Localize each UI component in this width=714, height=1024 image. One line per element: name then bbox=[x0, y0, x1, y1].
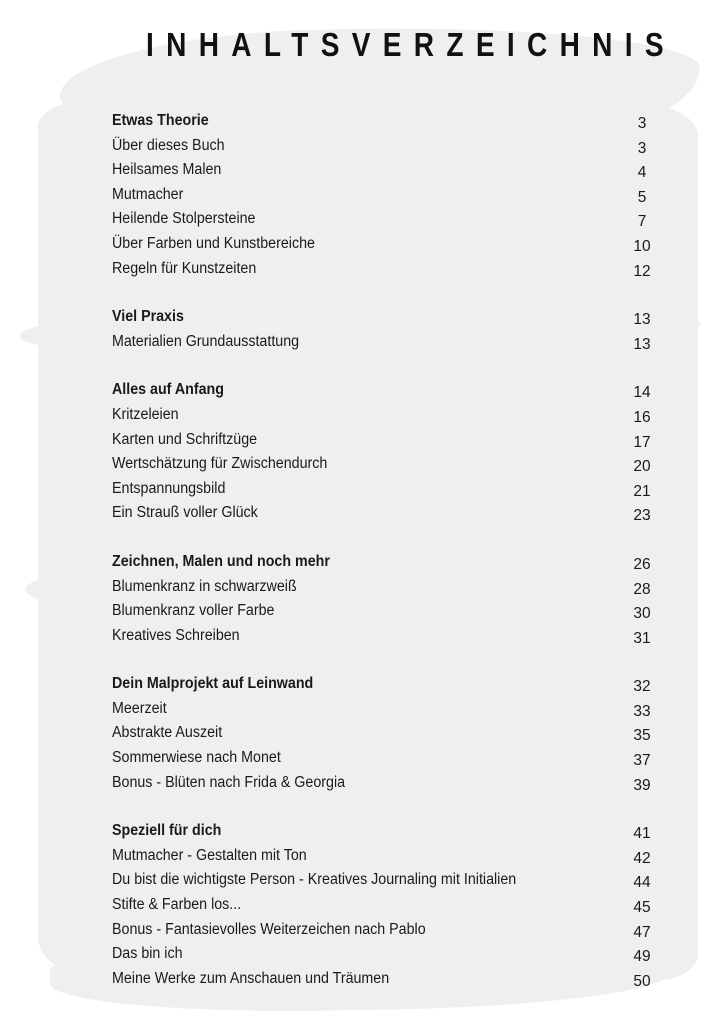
toc-entry bbox=[112, 967, 657, 992]
entry-title: Mutmacher - Gestalten mit Ton bbox=[112, 846, 307, 864]
page-number: 44 bbox=[633, 874, 651, 892]
page-number: 3 bbox=[637, 139, 647, 157]
entry-title: Abstrakte Auszeit bbox=[112, 724, 223, 742]
toc-entry bbox=[112, 232, 657, 257]
toc-section-heading bbox=[112, 378, 657, 403]
entry-title: Bonus - Blüten nach Frida & Georgia bbox=[112, 773, 346, 791]
entry-title: Ein Strauß voller Glück bbox=[112, 504, 258, 522]
entry-title: Du bist die wichtigste Person - Kreatives Journaling mit Initialien bbox=[112, 871, 517, 889]
entry-title: Materialien Grundausstattung bbox=[112, 332, 300, 350]
toc-section bbox=[112, 109, 657, 281]
page-number: 32 bbox=[633, 678, 651, 696]
entry-title: Kritzeleien bbox=[112, 405, 179, 423]
entry-title: Über dieses Buch bbox=[112, 136, 225, 154]
page-number: 10 bbox=[633, 237, 651, 255]
entry-title: Kreatives Schreiben bbox=[112, 626, 240, 644]
entry-title: Blumenkranz in schwarzweiß bbox=[112, 577, 297, 595]
entry-title: Entspannungsbild bbox=[112, 479, 226, 497]
toc-section-heading bbox=[112, 305, 657, 330]
entry-title: Speziell für dich bbox=[112, 822, 222, 840]
page-number: 4 bbox=[637, 164, 647, 182]
page-number: 37 bbox=[633, 752, 651, 770]
page-number: 28 bbox=[633, 580, 651, 598]
page-number: 5 bbox=[637, 188, 647, 206]
entry-title: Blumenkranz voller Farbe bbox=[112, 602, 275, 620]
entry-title: Zeichnen, Malen und noch mehr bbox=[112, 552, 330, 570]
page-number: 49 bbox=[633, 948, 651, 966]
entry-title: Wertschätzung für Zwischendurch bbox=[112, 455, 328, 473]
entry-title: Sommerwiese nach Monet bbox=[112, 749, 281, 767]
toc-section bbox=[112, 819, 657, 991]
entry-title: Viel Praxis bbox=[112, 308, 184, 326]
page-number: 45 bbox=[633, 899, 651, 917]
toc-entry bbox=[112, 844, 657, 869]
toc-entry bbox=[112, 893, 657, 918]
page-title: INHALTSVERZEICHNIS bbox=[146, 26, 676, 63]
entry-title: Etwas Theorie bbox=[112, 112, 209, 129]
page-number: 41 bbox=[633, 825, 651, 843]
toc-entry bbox=[112, 868, 657, 893]
page-number: 42 bbox=[633, 849, 651, 867]
page-number: 39 bbox=[633, 776, 651, 794]
entry-title: Meerzeit bbox=[112, 699, 167, 717]
toc-section bbox=[112, 305, 657, 354]
toc-section-heading bbox=[112, 109, 657, 134]
toc-entry bbox=[112, 918, 657, 943]
entry-title: Karten und Schriftzüge bbox=[112, 430, 258, 448]
toc-entry bbox=[112, 257, 657, 282]
entry-title: Dein Malprojekt auf Leinwand bbox=[112, 675, 314, 693]
page-number: 47 bbox=[633, 923, 651, 941]
toc-entry bbox=[112, 697, 657, 722]
page-number: 26 bbox=[633, 555, 651, 573]
page-number: 16 bbox=[633, 408, 651, 426]
toc-entry bbox=[112, 207, 657, 232]
entry-title: Stifte & Farben los... bbox=[112, 896, 242, 914]
page-number: 50 bbox=[633, 972, 651, 990]
entry-title: Über Farben und Kunstbereiche bbox=[112, 234, 315, 252]
page-number: 13 bbox=[633, 311, 651, 329]
table-of-contents bbox=[112, 109, 657, 1015]
page-number: 3 bbox=[637, 115, 647, 132]
page-number: 14 bbox=[633, 384, 651, 402]
page-number: 20 bbox=[633, 458, 651, 476]
page-number: 12 bbox=[633, 262, 651, 280]
toc-section-heading bbox=[112, 550, 657, 575]
entry-title: Meine Werke zum Anschauen und Träumen bbox=[112, 969, 390, 987]
entry-title: Das bin ich bbox=[112, 945, 183, 963]
page-number: 31 bbox=[633, 629, 651, 647]
page-number: 17 bbox=[633, 433, 651, 451]
entry-title: Mutmacher bbox=[112, 185, 184, 203]
toc-section bbox=[112, 378, 657, 526]
toc-entry bbox=[112, 575, 657, 600]
toc-entry bbox=[112, 771, 657, 796]
page-number: 30 bbox=[633, 605, 651, 623]
entry-title: Bonus - Fantasievolles Weiterzeichen nach Pablo bbox=[112, 920, 426, 938]
toc-entry bbox=[112, 477, 657, 502]
toc-entry bbox=[112, 428, 657, 453]
page-number: 35 bbox=[633, 727, 651, 745]
toc-entry bbox=[112, 452, 657, 477]
toc-entry bbox=[112, 624, 657, 649]
toc-entry bbox=[112, 942, 657, 967]
entry-title: Heilsames Malen bbox=[112, 161, 222, 179]
entry-title: Regeln für Kunstzeiten bbox=[112, 259, 257, 277]
entry-title: Heilende Stolpersteine bbox=[112, 210, 256, 228]
toc-entry bbox=[112, 134, 657, 159]
toc-entry bbox=[112, 158, 657, 183]
toc-section bbox=[112, 550, 657, 648]
entry-title: Alles auf Anfang bbox=[112, 381, 224, 399]
page-number: 33 bbox=[633, 702, 651, 720]
toc-entry bbox=[112, 746, 657, 771]
toc-section-heading bbox=[112, 819, 657, 844]
page-number: 21 bbox=[633, 482, 651, 500]
page-number: 7 bbox=[637, 213, 647, 231]
toc-entry bbox=[112, 501, 657, 526]
page-number: 13 bbox=[633, 335, 651, 353]
toc-entry bbox=[112, 599, 657, 624]
toc-section-heading bbox=[112, 672, 657, 697]
toc-section bbox=[112, 672, 657, 795]
page-number: 23 bbox=[633, 507, 651, 525]
toc-entry bbox=[112, 330, 657, 355]
toc-entry bbox=[112, 721, 657, 746]
toc-entry bbox=[112, 183, 657, 208]
toc-entry bbox=[112, 403, 657, 428]
